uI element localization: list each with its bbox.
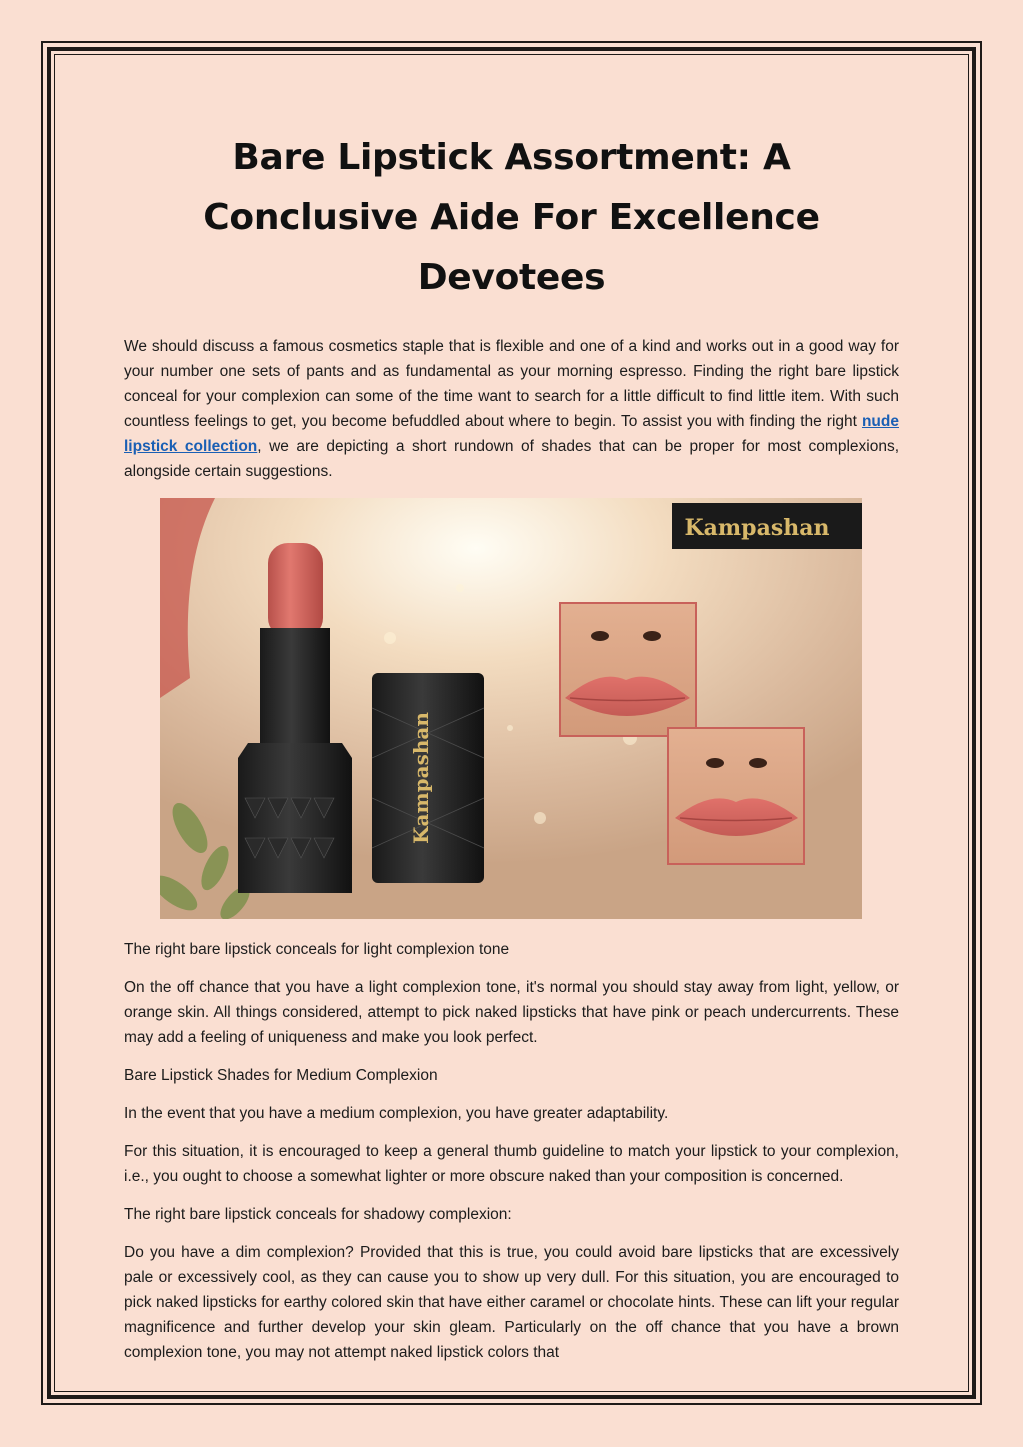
case-brand-text: Kampashan <box>409 712 433 844</box>
section-heading-shadowy: The right bare lipstick conceals for shadowy complexion: <box>124 1206 512 1223</box>
section-heading-light: The right bare lipstick conceals for light complexion tone <box>124 941 510 958</box>
hero-lipstick-image <box>160 498 862 919</box>
intro-text-before-link: We should discuss a famous cosmetics staple that is flexible and one of a kind and works out in a good way for your number one sets of pants and as fundamental as your morning espresso. Finding the right bare lipstick conceal for your complexion can some of the time want to search for a little difficult to find little item. With such countless feelings to get, you become befuddled about where to begin. To assist you with finding the right <box>124 338 899 430</box>
section-heading-medium: Bare Lipstick Shades for Medium Complexion <box>124 1067 438 1084</box>
paragraph-shadowy-complexion: Do you have a dim complexion? Provided that this is true, you could avoid bare lipsticks that are excessively pale or excessively cool, as they can cause you to show up very dull. For this situation, you are encouraged to pick naked lipsticks for earthy colored skin that have either caramel or chocolate hints. These can lift your regular magnificence and further develop your skin gleam. Particularly on the off chance that you have a brown complexion tone, you may not attempt naked lipstick colors that <box>124 1244 899 1361</box>
article <box>124 128 899 1378</box>
brand-label-text: Kampashan <box>684 515 830 541</box>
paragraph-light-complexion: On the off chance that you have a light complexion tone, it's normal you should stay away from light, yellow, or orange skin. All things considered, attempt to pick naked lipsticks that have pink or peach undercurrents. These may add a feeling of uniqueness and make you look perfect. <box>124 979 899 1046</box>
article-title: Bare Lipstick Assortment: A Conclusive Aide For Excellence Devotees <box>203 137 820 298</box>
paragraph-medium-guideline: For this situation, it is encouraged to keep a general thumb guideline to match your lipstick to your complexion, i.e., you ought to choose a somewhat lighter or more obscure naked than your composition is concerned. <box>124 1143 899 1185</box>
intro-paragraph <box>124 334 899 484</box>
nude-lipstick-collection-link[interactable]: nude lipstick collection <box>124 413 899 455</box>
paragraph-medium-intro: In the event that you have a medium complexion, you have greater adaptability. <box>124 1105 669 1122</box>
intro-text-after-link: , we are depicting a short rundown of shades that can be proper for most complexions, alongside certain suggestions. <box>124 438 900 480</box>
